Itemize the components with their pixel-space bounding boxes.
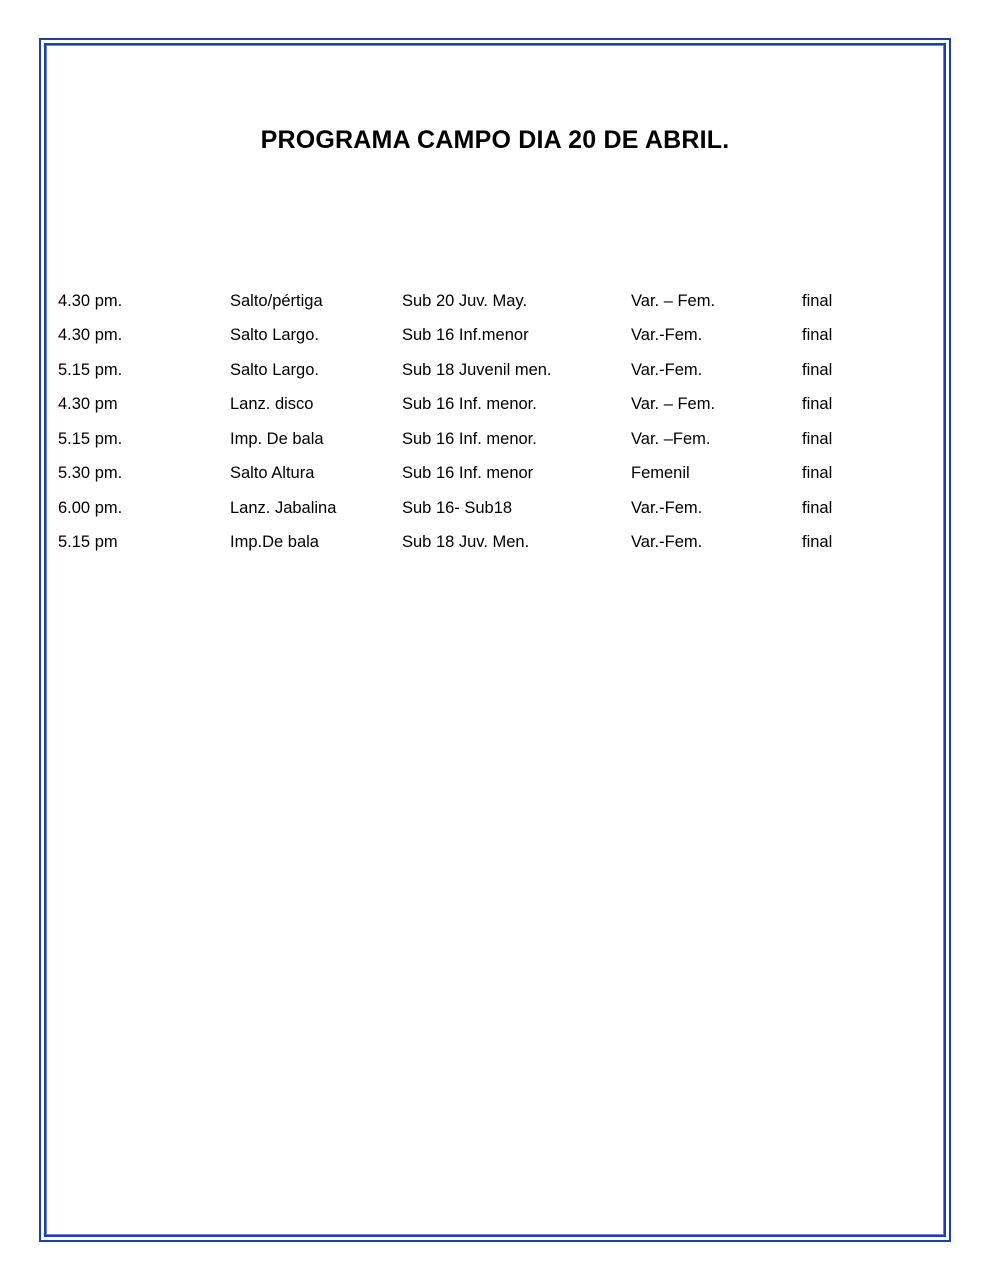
gender-cell: Var.-Fem. bbox=[631, 498, 703, 517]
time-cell: 4.30 pm. bbox=[58, 291, 123, 310]
round-cell: final bbox=[802, 533, 833, 552]
round-cell: final bbox=[802, 429, 833, 448]
time-cell: 5.15 pm. bbox=[58, 360, 123, 379]
event-cell: Salto Largo. bbox=[230, 326, 319, 345]
time-cell: 5.15 pm. bbox=[58, 429, 123, 448]
category-cell: Sub 16 Inf. menor. bbox=[402, 429, 537, 448]
schedule-table bbox=[58, 284, 918, 560]
category-cell: Sub 16- Sub18 bbox=[402, 498, 513, 517]
category-cell: Sub 18 Juvenil men. bbox=[402, 360, 552, 379]
round-cell: final bbox=[802, 464, 833, 483]
schedule-row bbox=[58, 284, 918, 319]
gender-cell: Var. –Fem. bbox=[631, 429, 711, 448]
gender-cell: Var. – Fem. bbox=[631, 291, 716, 310]
schedule-row bbox=[58, 353, 918, 388]
time-cell: 5.30 pm. bbox=[58, 464, 123, 483]
schedule-row bbox=[58, 319, 918, 354]
time-cell: 4.30 pm. bbox=[58, 326, 123, 345]
round-cell: final bbox=[802, 498, 833, 517]
category-cell: Sub 16 Inf. menor. bbox=[402, 395, 537, 414]
event-cell: Salto Altura bbox=[230, 464, 315, 483]
gender-cell: Var.-Fem. bbox=[631, 360, 703, 379]
time-cell: 6.00 pm. bbox=[58, 498, 123, 517]
gender-cell: Var.-Fem. bbox=[631, 326, 703, 345]
category-cell: Sub 18 Juv. Men. bbox=[402, 533, 530, 552]
gender-cell: Var.-Fem. bbox=[631, 533, 703, 552]
schedule-row bbox=[58, 422, 918, 457]
round-cell: final bbox=[802, 360, 833, 379]
gender-cell: Femenil bbox=[631, 464, 690, 483]
event-cell: Lanz. disco bbox=[230, 395, 314, 414]
category-cell: Sub 16 Inf.menor bbox=[402, 326, 529, 345]
schedule-row bbox=[58, 526, 918, 561]
time-cell: 5.15 pm bbox=[58, 533, 118, 552]
event-cell: Imp.De bala bbox=[230, 533, 319, 552]
schedule-row bbox=[58, 491, 918, 526]
round-cell: final bbox=[802, 326, 833, 345]
category-cell: Sub 20 Juv. May. bbox=[402, 291, 528, 310]
time-cell: 4.30 pm bbox=[58, 395, 118, 414]
round-cell: final bbox=[802, 291, 833, 310]
gender-cell: Var. – Fem. bbox=[631, 395, 716, 414]
schedule-row bbox=[58, 457, 918, 492]
event-cell: Imp. De bala bbox=[230, 429, 324, 448]
page-border bbox=[39, 38, 951, 1242]
event-cell: Lanz. Jabalina bbox=[230, 498, 337, 517]
category-cell: Sub 16 Inf. menor bbox=[402, 464, 534, 483]
schedule-row bbox=[58, 388, 918, 423]
round-cell: final bbox=[802, 395, 833, 414]
document-title: PROGRAMA CAMPO DIA 20 DE ABRIL. bbox=[260, 126, 730, 154]
event-cell: Salto Largo. bbox=[230, 360, 319, 379]
event-cell: Salto/pértiga bbox=[230, 291, 323, 310]
